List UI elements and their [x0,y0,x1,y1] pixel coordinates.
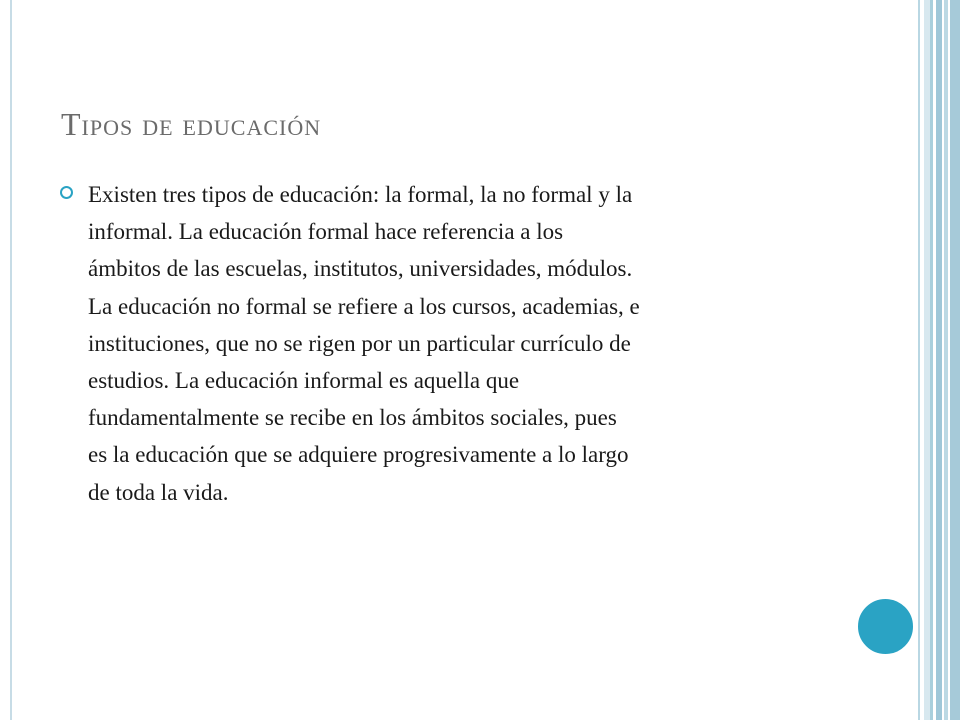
right-decor-stripe [936,0,942,720]
bullet-line: informal. La educación formal hace referencia a los [88,219,564,245]
left-frame-line [10,0,12,720]
decorative-circle [856,597,915,656]
bullet-line: La educación no formal se refiere a los cursos, academias, e [88,293,640,319]
slide-title: Tipos de educación [61,106,322,142]
right-decor-stripe [918,0,920,720]
bullet-line: instituciones, que no se rigen por un particular currículo de [88,330,631,356]
bullet-line: Existen tres tipos de educación: la formal, la no formal y la [88,182,633,207]
bullet-text [88,176,840,511]
bullet-line: de toda la vida. [88,479,229,505]
circle-bullet-icon [60,186,73,199]
bullet-line: ámbitos de las escuelas, institutos, universidades, módulos. [88,256,633,282]
bullet-item [60,176,840,511]
right-decor-stripe [944,0,948,720]
slide-body [60,176,840,511]
bullet-line: estudios. La educación informal es aquella que [88,368,520,394]
bullet-line: es la educación que se adquiere progresivamente a lo largo [88,442,629,468]
right-decor-stripe [930,0,933,720]
bullet-line: fundamentalmente se recibe en los ámbitos sociales, pues [88,405,617,431]
right-decor-stripe [950,0,960,720]
